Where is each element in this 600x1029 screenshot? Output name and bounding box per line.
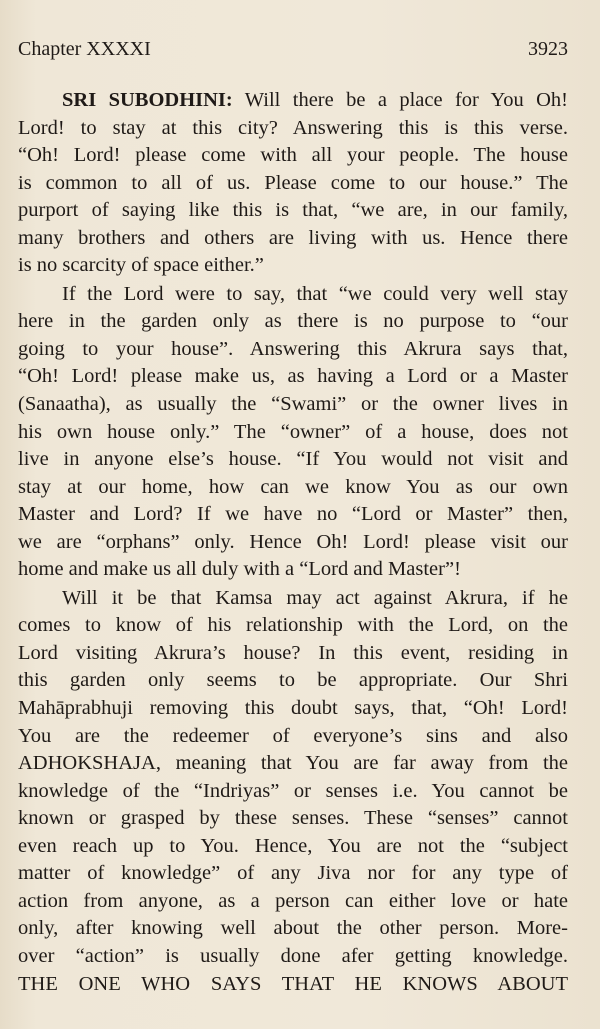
text-line: “Oh! Lord! please make us, as having a Lord or a Master	[18, 365, 568, 388]
paragraph	[18, 585, 568, 998]
text-line: many brothers and others are living with us. Hence there	[18, 226, 568, 249]
section-lead: SRI SUBODHINI:	[62, 89, 233, 111]
text-line: stay at our home, how can we know You as our own	[18, 475, 568, 498]
text-line: “Oh! Lord! please come with all your people. The house	[18, 144, 568, 167]
text-line: live in anyone else’s house. “If You would not visit and	[18, 448, 568, 471]
text-line: matter of knowledge” of any Jiva nor for any type of	[18, 862, 568, 885]
text-line: over “action” is usually done afer getting knowledge.	[18, 944, 568, 967]
text-line: this garden only seems to be appropriate. Our Shri	[18, 669, 568, 692]
text-line: Will it be that Kamsa may act against Akrura, if he	[62, 586, 568, 609]
page-header	[18, 38, 568, 64]
text-line: his own house only.” The “owner” of a house, does not	[18, 420, 568, 443]
text-line: going to your house”. Answering this Akrura says that,	[18, 337, 568, 360]
chapter-title: Chapter XXXXI	[18, 38, 151, 60]
text-line: THE ONE WHO SAYS THAT HE KNOWS ABOUT	[18, 972, 568, 995]
text-line: Master and Lord? If we have no “Lord or Master” then,	[18, 503, 568, 526]
page-number: 3923	[528, 38, 568, 60]
text-line: known or grasped by these senses. These “senses” cannot	[18, 807, 568, 830]
paragraph	[18, 87, 568, 280]
text-line: comes to know of his relationship with the Lord, on the	[18, 614, 568, 637]
text-line: action from anyone, as a person can either love or hate	[18, 889, 568, 912]
text-line: knowledge of the “Indriyas” or senses i.e. You cannot be	[18, 779, 568, 802]
line-text: Will there be a place for You Oh!	[232, 89, 568, 111]
text-line: (Sanaatha), as usually the “Swami” or the owner lives in	[18, 393, 568, 416]
page-body	[18, 87, 568, 999]
text-line: we are “orphans” only. Hence Oh! Lord! please visit our	[18, 530, 568, 553]
text-line: here in the garden only as there is no purpose to “our	[18, 310, 568, 333]
text-line: is no scarcity of space either.”	[18, 254, 264, 277]
paragraph	[18, 281, 568, 584]
text-line: purport of saying like this is that, “we are, in our family,	[18, 199, 568, 222]
text-line: Mahāprabhuji removing this doubt says, that, “Oh! Lord!	[18, 697, 568, 720]
text-line: You are the redeemer of everyone’s sins and also	[18, 724, 568, 747]
text-line: even reach up to You. Hence, You are not the “subject	[18, 834, 568, 857]
text-line: Lord visiting Akrura’s house? In this event, residing in	[18, 641, 568, 664]
text-line: If the Lord were to say, that “we could very well stay	[62, 282, 568, 305]
text-line: only, after knowing well about the other person. More-	[18, 917, 568, 940]
text-line: is common to all of us. Please come to our house.” The	[18, 171, 568, 194]
text-line: Lord! to stay at this city? Answering this is this verse.	[18, 116, 568, 139]
text-line: home and make us all duly with a “Lord and Master”!	[18, 558, 461, 581]
text-line: ADHOKSHAJA, meaning that You are far away from the	[18, 752, 568, 775]
text-line	[18, 87, 568, 115]
